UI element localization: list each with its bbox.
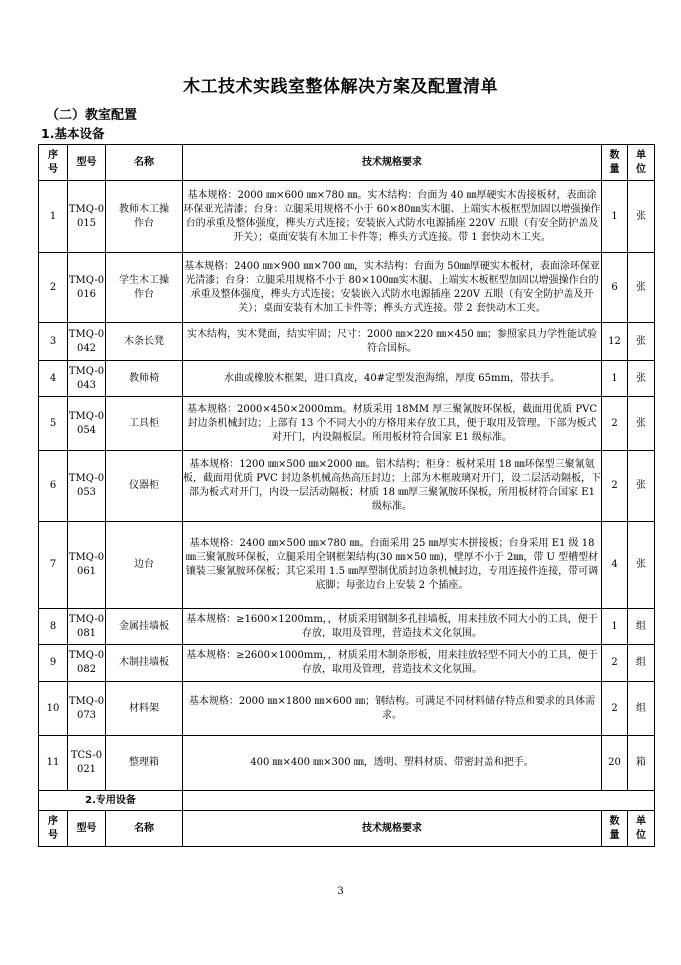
cell-spec: 基本规格：2000 ㎜×600 ㎜×780 ㎜。实木结构：台面为 40 ㎜厚硬实木齿接板材，表面涂环保亚光清漆；台身：立腿采用规格不小于 60×80㎜实木腿、上端实木板框型加固以增强操作台的承重及整体强度，榫头方式连接；安装嵌入式防水电源插座 220V 五眼（有安全防护盖及开关）；桌面安装有木加工卡件等；榫头方式连接。带 1 套快动木工夹。 bbox=[183, 181, 602, 253]
cell-qty: 2 bbox=[602, 397, 628, 451]
table-row bbox=[39, 253, 655, 323]
cell-qty: 6 bbox=[602, 253, 628, 323]
cell-no: 6 bbox=[39, 451, 68, 522]
cell-name: 仪器柜 bbox=[106, 451, 183, 522]
header-unit: 单 位 bbox=[628, 145, 655, 181]
table-row bbox=[39, 451, 655, 522]
cell-unit: 张 bbox=[628, 522, 655, 609]
cell-model: TMQ-0 015 bbox=[68, 181, 106, 253]
cell-model: TMQ-0 061 bbox=[68, 522, 106, 609]
cell-unit: 组 bbox=[628, 682, 655, 736]
cell-no: 11 bbox=[39, 736, 68, 791]
header2-no: 序 号 bbox=[39, 811, 68, 847]
cell-model: TMQ-0 081 bbox=[68, 609, 106, 645]
cell-qty: 1 bbox=[602, 181, 628, 253]
cell-qty: 1 bbox=[602, 361, 628, 397]
cell-name: 金属挂墙板 bbox=[106, 609, 183, 645]
cell-name: 学生木工操 作台 bbox=[106, 253, 183, 323]
cell-spec: 基本规格：2400 ㎜×900 ㎜×700 ㎜，实木结构：台面为 50㎜厚硬实木板材，表面涂环保亚光清漆；台身：立腿采用规格不小于 80×100㎜实木腿、上端实木板框型加固以增强操作台的承重及整体强度，榫头方式连接；安装嵌入式防水电源插座 220V 五眼（有安全防护盖及开关）；桌面安装有木加工卡件等；榫头方式连接。带 2 套快动木工夹。 bbox=[183, 253, 602, 323]
cell-name: 教师椅 bbox=[106, 361, 183, 397]
table-row bbox=[39, 682, 655, 736]
cell-model: TMQ-0 082 bbox=[68, 645, 106, 682]
cell-unit: 张 bbox=[628, 361, 655, 397]
document-title: 木工技术实践室整体解决方案及配置清单 bbox=[183, 77, 498, 97]
cell-spec: 基本规格：2400 ㎜×500 ㎜×780 ㎜。台面采用 25 ㎜厚实木拼接板；台身采用 E1 级 18 ㎜三聚氰胺环保板，立腿采用全钢框架结构(30 ㎜×50 ㎜)，壁厚不小于 2㎜，带 U 型槽型材镶装三聚氰胺环保板；其它采用 1.5 ㎜厚塑制优质封边条机械封边，专用连接件连接，带可调底脚；每张边台上安装 2 个插座。 bbox=[183, 522, 602, 609]
table-row bbox=[39, 181, 655, 253]
cell-no: 4 bbox=[39, 361, 68, 397]
cell-unit: 张 bbox=[628, 181, 655, 253]
cell-unit: 张 bbox=[628, 451, 655, 522]
cell-spec: 实木结构，实木凳面，结实牢固；尺寸：2000 ㎜×220 ㎜×450 ㎜；参照家具力学性能试验符合国标。 bbox=[183, 323, 602, 361]
cell-unit: 张 bbox=[628, 253, 655, 323]
cell-name: 整理箱 bbox=[106, 736, 183, 791]
cell-name: 材料架 bbox=[106, 682, 183, 736]
section2-row bbox=[39, 791, 655, 811]
cell-unit: 箱 bbox=[628, 736, 655, 791]
cell-qty: 1 bbox=[602, 609, 628, 645]
cell-no: 2 bbox=[39, 253, 68, 323]
cell-unit: 组 bbox=[628, 645, 655, 682]
header2-name: 名称 bbox=[106, 811, 183, 847]
table-row bbox=[39, 323, 655, 361]
cell-qty: 4 bbox=[602, 522, 628, 609]
cell-qty: 2 bbox=[602, 451, 628, 522]
cell-no: 10 bbox=[39, 682, 68, 736]
cell-spec: 基本规格：2000×450×2000mm。材质采用 18MM 厚三聚氰胺环保板，截面用优质 PVC 封边条机械封边；上部有 13 个不同大小的方格用来存放工具，便于取用及管理。下部为板式对开门，内设隔板层。所用板材符合国家 E1 级标准。 bbox=[183, 397, 602, 451]
cell-name: 木制挂墙板 bbox=[106, 645, 183, 682]
cell-model: TMQ-0 054 bbox=[68, 397, 106, 451]
cell-spec: 基本规格：2000 ㎜×1800 ㎜×600 ㎜；钢结构。可满足不同材料储存特点和要求的具体需求。 bbox=[183, 682, 602, 736]
table-row bbox=[39, 736, 655, 791]
cell-spec: 400 ㎜×400 ㎜×300 ㎜，透明、塑料材质、带密封盖和把手。 bbox=[183, 736, 602, 791]
cell-no: 8 bbox=[39, 609, 68, 645]
cell-name: 边台 bbox=[106, 522, 183, 609]
cell-unit: 张 bbox=[628, 323, 655, 361]
header-spec: 技术规格要求 bbox=[183, 145, 602, 181]
cell-spec: 基本规格：1200 ㎜×500 ㎜×2000 ㎜。铝木结构；柜身：板材采用 18 ㎜环保型三聚氰氨板，截面用优质 PVC 封边条机械高热高压封边；上部为木框玻璃对开门，设二层活动隔板，下部为板式对开门，内设一层活动隔板；材质 18 ㎜厚三聚氰胺环保板，所用板材符合国家 E1 级标准。 bbox=[183, 451, 602, 522]
table-row bbox=[39, 397, 655, 451]
cell-no: 3 bbox=[39, 323, 68, 361]
cell-qty: 20 bbox=[602, 736, 628, 791]
cell-model: TMQ-0 042 bbox=[68, 323, 106, 361]
cell-model: TCS-0 021 bbox=[68, 736, 106, 791]
header-no: 序 号 bbox=[39, 145, 68, 181]
cell-unit: 组 bbox=[628, 609, 655, 645]
cell-spec: 基本规格：≥2600×1000mm，，材质采用木制条形板，用来挂放轻型不同大小的工具，便于存放，取用及管理，营造技术文化氛围。 bbox=[183, 645, 602, 682]
cell-name: 教师木工操 作台 bbox=[106, 181, 183, 253]
cell-qty: 2 bbox=[602, 645, 628, 682]
equipment-table bbox=[38, 144, 655, 847]
header2-qty: 数 量 bbox=[602, 811, 628, 847]
header2-model: 型号 bbox=[68, 811, 106, 847]
section2-title: 2.专用设备 bbox=[39, 791, 183, 811]
cell-spec: 水曲或橡胶木框架，进口真皮，40#定型发泡海绵，厚度 65mm，带扶手。 bbox=[183, 361, 602, 397]
header2-spec: 技术规格要求 bbox=[183, 811, 602, 847]
table-row bbox=[39, 361, 655, 397]
header-model: 型号 bbox=[68, 145, 106, 181]
table-row bbox=[39, 522, 655, 609]
page-number: 3 bbox=[337, 886, 344, 897]
header-name: 名称 bbox=[106, 145, 183, 181]
cell-model: TMQ-0 016 bbox=[68, 253, 106, 323]
cell-qty: 2 bbox=[602, 682, 628, 736]
cell-spec: 基本规格：≥1600×1200mm，，材质采用钢制多孔挂墙板，用来挂放不同大小的工具，便于存放，取用及管理，营造技术文化氛围。 bbox=[183, 609, 602, 645]
header-qty: 数 量 bbox=[602, 145, 628, 181]
cell-no: 9 bbox=[39, 645, 68, 682]
cell-no: 1 bbox=[39, 181, 68, 253]
cell-name: 木条长凳 bbox=[106, 323, 183, 361]
cell-no: 7 bbox=[39, 522, 68, 609]
cell-qty: 12 bbox=[602, 323, 628, 361]
table-header-row bbox=[39, 145, 655, 181]
cell-name: 工具柜 bbox=[106, 397, 183, 451]
table-row bbox=[39, 609, 655, 645]
cell-unit: 张 bbox=[628, 397, 655, 451]
section-heading: （二）教室配置 bbox=[46, 108, 138, 123]
subsection-heading: 1.基本设备 bbox=[41, 126, 105, 141]
table-row bbox=[39, 645, 655, 682]
cell-model: TMQ-0 043 bbox=[68, 361, 106, 397]
section2-empty bbox=[183, 791, 655, 811]
cell-no: 5 bbox=[39, 397, 68, 451]
header2-unit: 单 位 bbox=[628, 811, 655, 847]
cell-model: TMQ-0 053 bbox=[68, 451, 106, 522]
table-header-row-2 bbox=[39, 811, 655, 847]
cell-model: TMQ-0 073 bbox=[68, 682, 106, 736]
